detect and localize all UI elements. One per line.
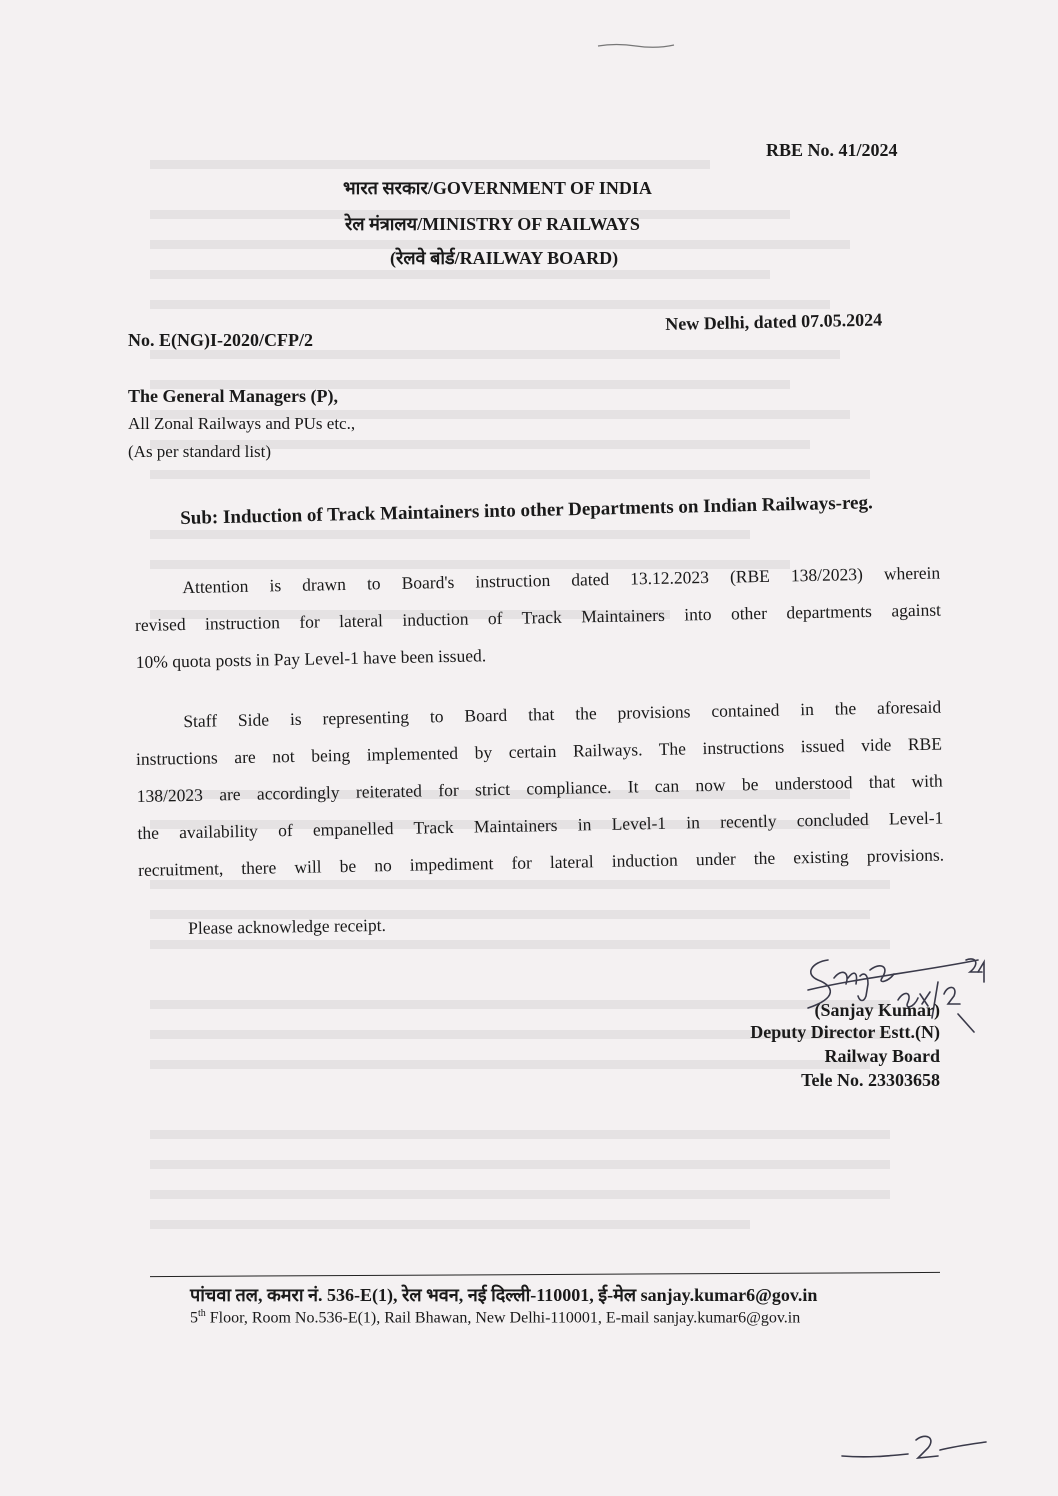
addressee-line-2: All Zonal Railways and PUs etc., [128,414,356,433]
paragraph-line: the availability of empanelled Track Maintainers in Level-1 in recently concluded Level-1 [137,807,944,843]
footer-address-english: 5th Floor, Room No.536-E(1), Rail Bhawan, New Delhi-110001, E-mail sanjay.kumar6@gov.in [190,1308,801,1327]
paragraph-line: revised instruction for lateral induction of Track Maintainers into other departments against [134,599,942,635]
file-number: No. E(NG)I-2020/CFP/2 [128,330,313,350]
top-scan-mark [596,40,676,52]
board-heading: (रेलवे बोर्ड/RAILWAY BOARD) [390,248,619,268]
rbe-number: RBE No. 41/2024 [766,140,898,160]
handwritten-page-mark [838,1422,988,1472]
signatory-name: (Sanjay Kumar) [814,1000,940,1020]
paragraph-line: recruitment, there will be no impediment for lateral induction under the existing provisions. [137,844,945,880]
paragraph-1 [134,555,942,681]
paragraph-line: instructions are not being implemented by certain Railways. The instructions issued vide RBE [135,733,943,769]
paragraph-line: 138/2023 are accordingly reiterated for strict compliance. It can now be understood that with [136,770,943,806]
paragraph-2 [135,689,944,889]
addressee-line-1: The General Managers (P), [128,386,338,406]
signatory-office: Railway Board [824,1046,940,1066]
subject-line: Sub: Induction of Track Maintainers into other Departments on Indian Railways-reg. [180,492,873,529]
paragraph-line: 10% quota posts in Pay Level-1 have been issued. [135,645,487,672]
place-date: New Delhi, dated 07.05.2024 [665,309,883,334]
addressee-line-3: (As per standard list) [128,442,272,461]
paragraph-line: Staff Side is representing to Board that the provisions contained in the aforesaid [183,696,942,732]
signatory-designation: Deputy Director Estt.(N) [750,1022,940,1042]
footer-divider [150,1272,940,1277]
signatory-telephone: Tele No. 23303658 [801,1070,940,1090]
ministry-heading: रेल मंत्रालय/MINISTRY OF RAILWAYS [345,214,640,234]
footer-address-hindi: पांचवा तल, कमरा नं. 536-E(1), रेल भवन, नई दिल्ली-110001, ई-मेल sanjay.kumar6@gov.in [190,1285,818,1305]
government-heading: भारत सरकार/GOVERNMENT OF INDIA [343,178,652,198]
acknowledge-line: Please acknowledge receipt. [188,914,387,938]
paragraph-line: Attention is drawn to Board's instruction dated 13.12.2023 (RBE 138/2023) wherein [182,562,941,598]
